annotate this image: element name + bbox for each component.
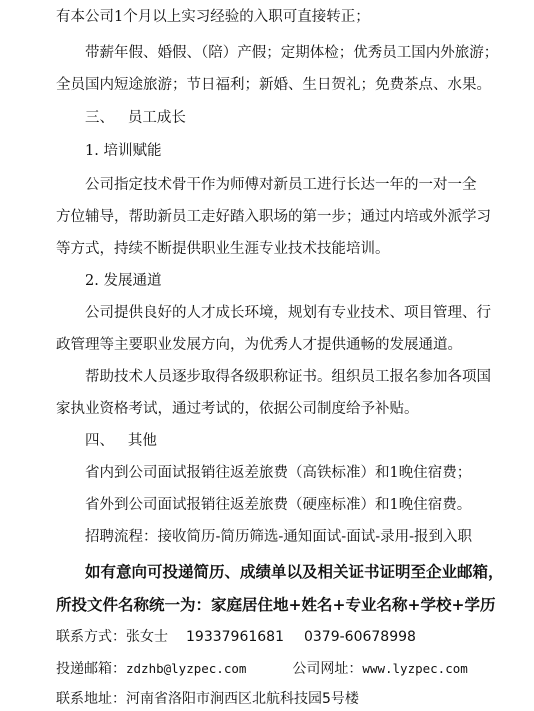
text-line: 全员国内短途旅游；节日福利；新婚、生日贺礼；免费茶点、水果。 [56, 77, 491, 93]
text-line: 省内到公司面试报销往返差旅费（高铁标准）和1晚住宿费； [85, 465, 472, 481]
text-line: 公司指定技术骨干作为师傅对新员工进行长达一年的一对一全 [85, 177, 477, 193]
contact-email-row [0, 658, 534, 680]
subsection-heading: 2. 发展通道 [85, 273, 162, 289]
contact-address-row [0, 688, 534, 710]
emphasis-line: 所投文件名称统一为：家庭居住地+姓名+专业名称+学校+学历 [56, 595, 496, 614]
text-line: 带薪年假、婚假、（陪）产假；定期体检；优秀员工国内外旅游； [85, 45, 499, 61]
text-line: 省外到公司面试报销往返差旅费（硬座标准）和1晚住宿费。 [85, 497, 472, 513]
email-label: 投递邮箱： [56, 661, 126, 677]
text-line: 招聘流程：接收简历-简历筛选-通知面试-面试-录用-报到入职 [85, 529, 472, 545]
contact-phone-row [0, 626, 534, 648]
contact-person: 张女士 [126, 629, 168, 645]
text-line: 公司提供良好的人才成长环境，规划有专业技术、项目管理、行 [85, 305, 491, 321]
text-line: 帮助技术人员逐步取得各级职称证书。组织员工报名参加各项国 [85, 369, 491, 385]
text-line: 有本公司1个月以上实习经验的入职可直接转正； [56, 9, 370, 25]
tel-number: 0379-60678998 [303, 629, 416, 645]
section-heading: 三、 员工成长 [85, 110, 186, 126]
mobile-number: 19337961681 [186, 629, 284, 645]
address-label: 联系地址： [56, 691, 126, 707]
text-line: 政管理等主要职业发展方向，为优秀人才提供通畅的发展通道。 [56, 337, 462, 353]
text-line: 方位辅导，帮助新员工走好踏入职场的第一步；通过内培或外派学习 [56, 209, 491, 225]
address-text: 河南省洛阳市涧西区北航科技园5号楼 [126, 691, 359, 707]
website-label: 公司网址： [292, 661, 363, 677]
email-address[interactable]: zdzhb@lyzpec.com [126, 661, 247, 676]
text-line: 家执业资格考试，通过考试的，依据公司制度给予补贴。 [56, 401, 419, 417]
website-url[interactable]: www.lyzpec.com [362, 661, 468, 676]
text-line: 等方式，持续不断提供职业生涯专业技术技能培训。 [56, 241, 390, 257]
subsection-heading: 1. 培训赋能 [85, 143, 162, 159]
section-heading: 四、 其他 [85, 433, 157, 449]
emphasis-line: 如有意向可投递简历、成绩单以及相关证书证明至企业邮箱， [85, 562, 504, 581]
phone-label: 联系方式： [56, 629, 126, 645]
